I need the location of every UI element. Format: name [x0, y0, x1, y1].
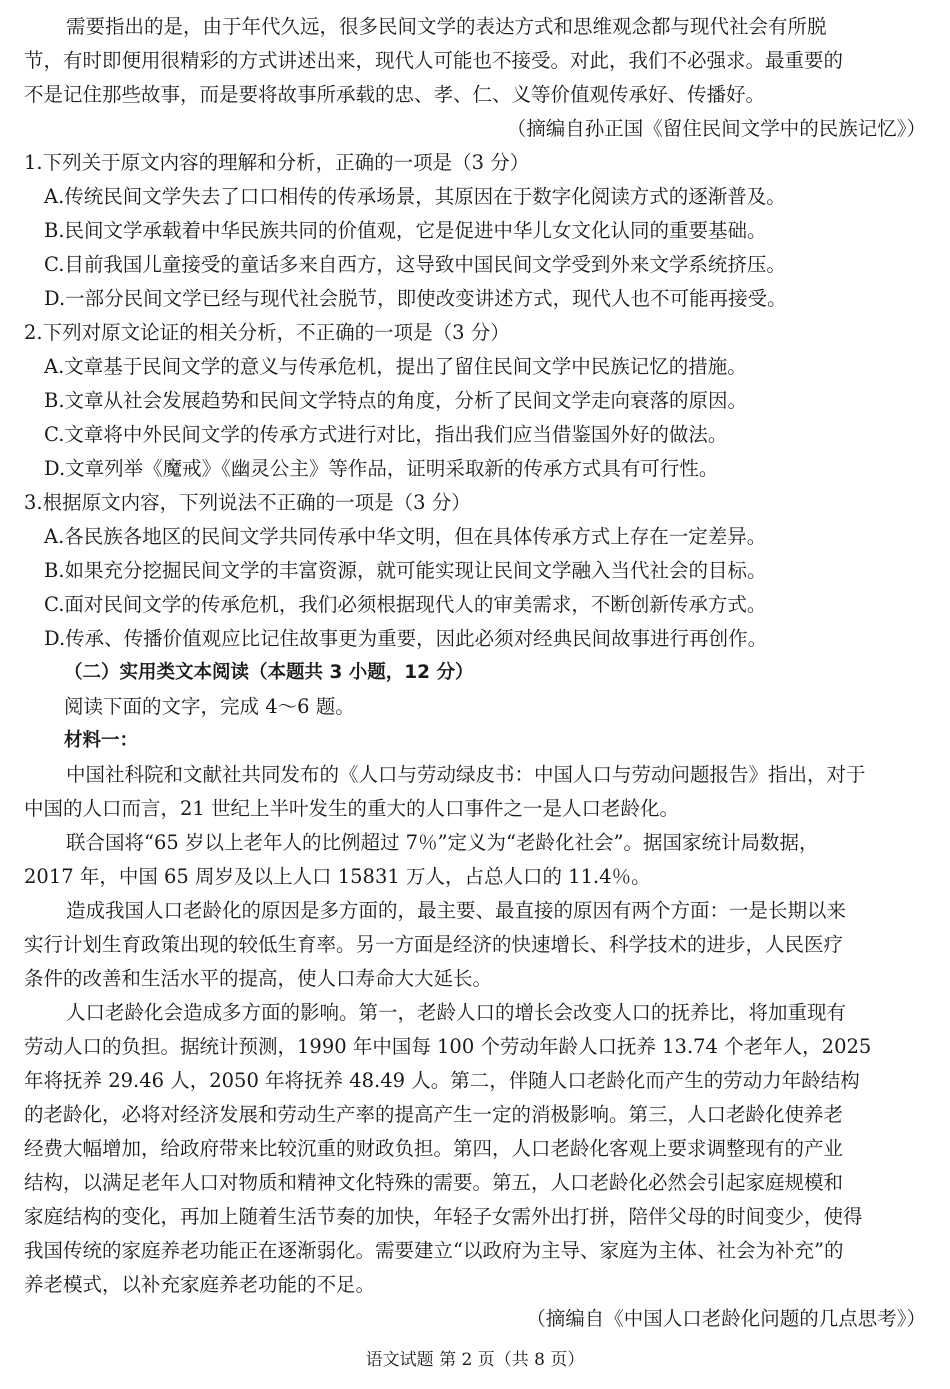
option-c: C.面对民间文学的传承危机，我们必须根据现代人的审美需求，不断创新传承方式。: [44, 593, 767, 616]
paragraph-line: 2017 年，中国 65 周岁及以上人口 15831 万人，占总人口的 11.4％。: [24, 865, 651, 888]
paragraph-line: 造成我国人口老龄化的原因是多方面的，最主要、最直接的原因有两个方面：一是长期以来: [66, 899, 847, 922]
paragraph-line: 实行计划生育政策出现的较低生育率。另一方面是经济的快速增长、科学技术的进步，人民医疗: [24, 933, 844, 956]
option-d: D.一部分民间文学已经与现代社会脱节，即使改变讲述方式，现代人也不可能再接受。: [44, 287, 787, 310]
paragraph-line: 我国传统的家庭养老功能正在逐渐弱化。需要建立“以政府为主导、家庭为主体、社会为补充”的: [24, 1239, 844, 1262]
material-label: 材料一：: [64, 730, 139, 751]
source-citation: （摘编自《中国人口老龄化问题的几点思考》）: [526, 1307, 926, 1330]
paragraph-line: 节，有时即便用很精彩的方式讲述出来，现代人可能也不接受。对此，我们不必强求。最重要的: [24, 49, 844, 72]
paragraph-line: 联合国将“65 岁以上老年人的比例超过 7％”定义为“老龄化社会”。据国家统计局数据，: [66, 831, 819, 854]
option-b: B.如果充分挖掘民间文学的丰富资源，就可能实现让民间文学融入当代社会的目标。: [44, 559, 767, 582]
paragraph-line: 中国社科院和文献社共同发布的《人口与劳动绿皮书：中国人口与劳动问题报告》指出，对于: [66, 763, 866, 786]
paragraph-line: 家庭结构的变化，再加上随着生活节奏的加快，年轻子女需外出打拼，陪伴父母的时间变少，使得: [24, 1205, 863, 1228]
material-1: [24, 758, 934, 1302]
paragraph-line: 条件的改善和生活水平的提高，使人口寿命大大延长。: [24, 967, 493, 990]
page-footer: 语文试题 第 2 页（共 8 页）: [365, 1350, 585, 1370]
option-d: D.传承、传播价值观应比记住故事更为重要，因此必须对经典民间故事进行再创作。: [44, 627, 768, 650]
question-stem: 3.根据原文内容，下列说法不正确的一项是（3 分）: [24, 491, 471, 514]
question-3: [24, 486, 934, 656]
paragraph-line: 中国的人口而言，21 世纪上半叶发生的重大的人口事件之一是人口老龄化。: [24, 797, 680, 820]
question-stem: 1.下列关于原文内容的理解和分析，正确的一项是（3 分）: [24, 151, 530, 174]
paragraph-line: 结构，以满足老年人口对物质和精神文化特殊的需要。第五，人口老龄化必然会引起家庭规模和: [24, 1171, 844, 1194]
paragraph-line: 年将抚养 29.46 人，2050 年将抚养 48.49 人。第二，伴随人口老龄化而产生的劳动力年龄结构: [24, 1069, 860, 1092]
paragraph-line: 人口老龄化会造成多方面的影响。第一，老龄人口的增长会改变人口的抚养比，将加重现有: [66, 1001, 847, 1024]
option-c: C.文章将中外民间文学的传承方式进行对比，指出我们应当借鉴国外好的做法。: [44, 423, 728, 446]
option-c: C.目前我国儿童接受的童话多来自西方，这导致中国民间文学受到外来文学系统挤压。: [44, 253, 786, 276]
paragraph-line: 不是记住那些故事，而是要将故事所承载的忠、孝、仁、义等价值观传承好、传播好。: [24, 83, 766, 106]
paragraph-line: 养老模式，以补充家庭养老功能的不足。: [24, 1273, 376, 1296]
question-2: [24, 316, 934, 486]
source-citation: （摘编自孙正国《留住民间文学中的民族记忆》）: [506, 117, 926, 140]
option-b: B.文章从社会发展趋势和民间文学特点的角度，分析了民间文学走向衰落的原因。: [44, 389, 748, 412]
paragraph-line: 的老龄化，必将对经济发展和劳动生产率的提高产生一定的消极影响。第三，人口老龄化使养老: [24, 1103, 844, 1126]
paragraph-line: 经费大幅增加，给政府带来比较沉重的财政负担。第四，人口老龄化客观上要求调整现有的产业: [24, 1137, 844, 1160]
option-a: A.传统民间文学失去了口口相传的传承场景，其原因在于数字化阅读方式的逐渐普及。: [44, 185, 786, 208]
paragraph-line: 劳动人口的负担。据统计预测，1990 年中国每 100 个劳动年龄人口抚养 13.74 个老年人，2025: [24, 1035, 872, 1058]
question-1: [24, 146, 934, 316]
option-b: B.民间文学承载着中华民族共同的价值观，它是促进中华儿女文化认同的重要基础。: [44, 219, 767, 242]
passage-tail: [24, 10, 934, 112]
question-stem: 2.下列对原文论证的相关分析，不正确的一项是（3 分）: [24, 321, 510, 344]
option-d: D.文章列举《魔戒》《幽灵公主》等作品，证明采取新的传承方式具有可行性。: [44, 457, 719, 480]
option-a: A.文章基于民间文学的意义与传承危机，提出了留住民间文学中民族记忆的措施。: [44, 355, 747, 378]
section-instruction: 阅读下面的文字，完成 4～6 题。: [64, 695, 355, 718]
exam-page: [24, 10, 934, 1336]
section-title: （二）实用类文本阅读（本题共 3 小题，12 分）: [64, 662, 474, 683]
paragraph-line: 需要指出的是，由于年代久远，很多民间文学的表达方式和思维观念都与现代社会有所脱: [66, 15, 827, 38]
option-a: A.各民族各地区的民间文学共同传承中华文明，但在具体传承方式上存在一定差异。: [44, 525, 767, 548]
